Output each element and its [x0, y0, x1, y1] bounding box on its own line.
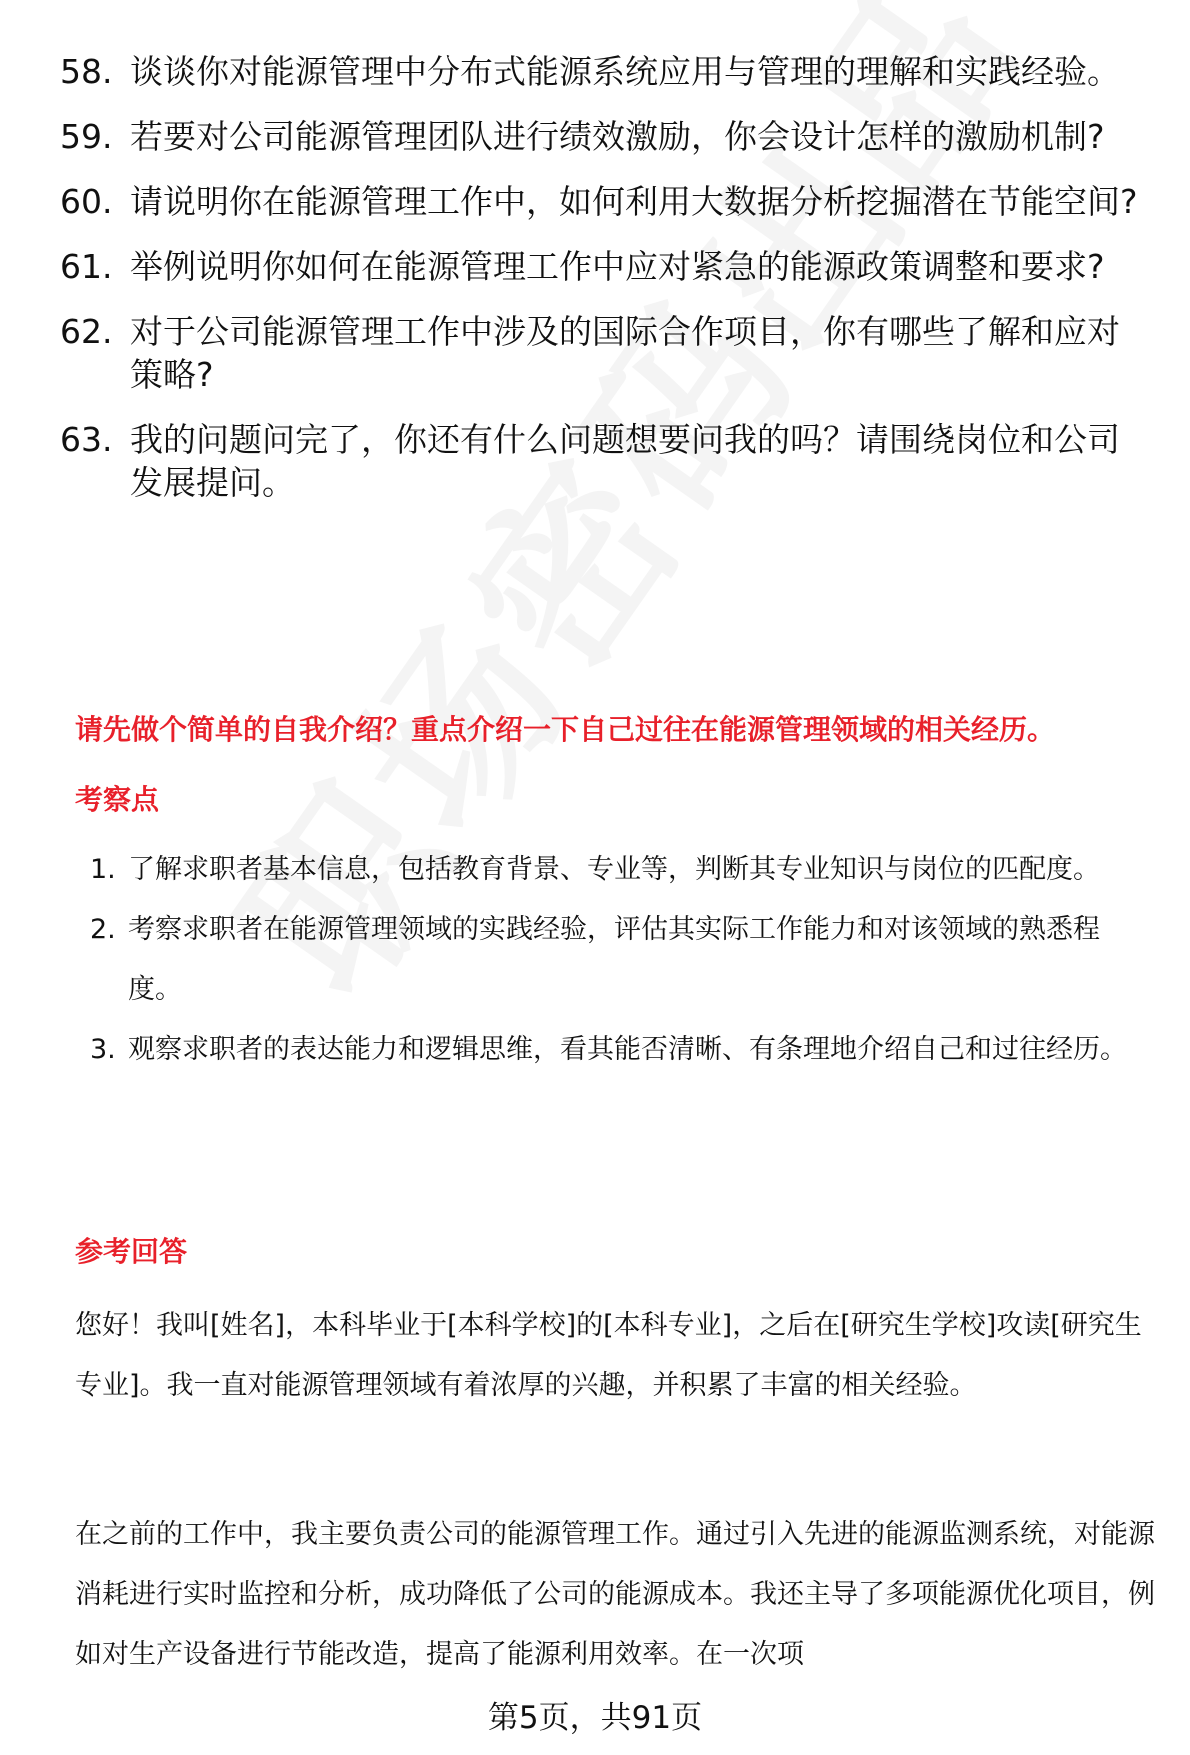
list-item: [60, 310, 1140, 396]
question-number: 59.: [60, 117, 113, 156]
question-number: 58.: [60, 52, 113, 91]
point-text: 考察求职者在能源管理领域的实践经验，评估其实际工作能力和对该领域的熟悉程度。: [128, 914, 1100, 1005]
section-title: 请先做个简单的自我介绍？重点介绍一下自己过往在能源管理领域的相关经历。: [75, 713, 1056, 746]
question-text: 举例说明你如何在能源管理工作中应对紧急的能源政策调整和要求?: [130, 247, 1105, 286]
answer-paragraph: 在之前的工作中，我主要负责公司的能源管理工作。通过引入先进的能源监测系统，对能源消耗进行实时监控和分析，成功降低了公司的能源成本。我还主导了多项能源优化项目，例如对生产设备进行节能改造，提高了能源利用效率。在一次项: [75, 1519, 1155, 1670]
page-number: 第5页，共91页: [487, 1700, 703, 1736]
list-item: [60, 115, 1140, 158]
point-number: 1.: [90, 854, 116, 885]
examine-points: [90, 840, 1150, 1080]
list-item: [90, 840, 1150, 900]
list-item: [90, 900, 1150, 1020]
answer-heading: 参考回答: [75, 1235, 188, 1268]
question-number: 63.: [60, 420, 113, 459]
point-text: 了解求职者基本信息，包括教育背景、专业等，判断其专业知识与岗位的匹配度。: [128, 854, 1100, 885]
question-number: 62.: [60, 312, 113, 351]
examine-heading: 考察点: [75, 783, 160, 816]
point-text: 观察求职者的表达能力和逻辑思维，看其能否清晰、有条理地介绍自己和过往经历。: [128, 1034, 1127, 1065]
list-item: [60, 50, 1140, 93]
point-number: 2.: [90, 914, 116, 945]
list-item: [60, 418, 1140, 504]
list-item: [60, 245, 1140, 288]
question-text: 若要对公司能源管理团队进行绩效激励，你会设计怎样的激励机制?: [130, 117, 1105, 156]
question-number: 61.: [60, 247, 113, 286]
answer-paragraph: 您好！我叫[姓名]，本科毕业于[本科学校]的[本科专业]，之后在[研究生学校]攻读[研究生专业]。我一直对能源管理领域有着浓厚的兴趣，并积累了丰富的相关经验。: [75, 1310, 1142, 1401]
list-item: [60, 180, 1140, 223]
question-list: [60, 50, 1140, 526]
question-text: 谈谈你对能源管理中分布式能源系统应用与管理的理解和实践经验。: [130, 52, 1120, 91]
list-item: [90, 1020, 1150, 1080]
point-number: 3.: [90, 1034, 116, 1065]
question-text: 请说明你在能源管理工作中，如何利用大数据分析挖掘潜在节能空间?: [130, 182, 1138, 221]
question-number: 60.: [60, 182, 113, 221]
question-text: 对于公司能源管理工作中涉及的国际合作项目，你有哪些了解和应对策略?: [130, 312, 1120, 394]
question-text: 我的问题问完了，你还有什么问题想要问我的吗？请围绕岗位和公司发展提问。: [130, 420, 1120, 502]
